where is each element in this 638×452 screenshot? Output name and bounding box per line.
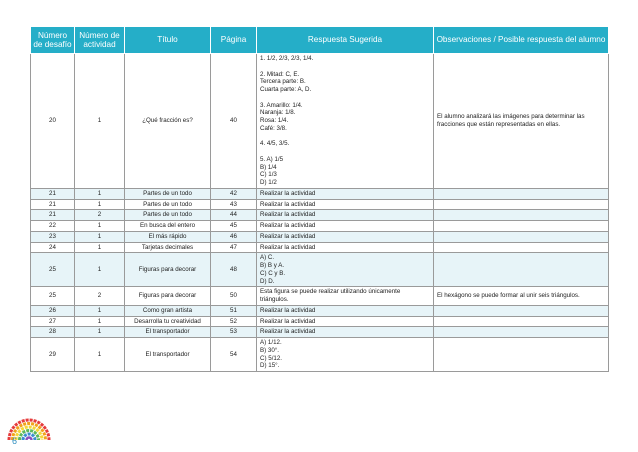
cell-numero-desafio: 21	[31, 188, 75, 199]
cell-numero-desafio: 27	[31, 316, 75, 327]
cell-pagina: 53	[211, 327, 257, 338]
cell-observaciones: El hexágono se puede formar al unir seis triángulos.	[434, 287, 609, 306]
table-row	[31, 305, 609, 316]
cell-numero-actividad: 1	[75, 327, 125, 338]
table-row	[31, 338, 609, 372]
cell-pagina: 45	[211, 221, 257, 232]
cell-titulo: Partes de un todo	[125, 210, 211, 221]
cell-respuesta-sugerida: Realizar la actividad	[257, 210, 434, 221]
cell-numero-actividad: 1	[75, 54, 125, 189]
cell-titulo: ¿Qué fracción es?	[125, 54, 211, 189]
header-respuesta-sugerida: Respuesta Sugerida	[257, 27, 434, 54]
cell-respuesta-sugerida: Realizar la actividad	[257, 221, 434, 232]
cell-titulo: Partes de un todo	[125, 199, 211, 210]
cell-respuesta-sugerida: Esta figura se puede realizar utilizando únicamente triángulos.	[257, 287, 434, 306]
cell-numero-actividad: 2	[75, 287, 125, 306]
cell-titulo: El más rápido	[125, 231, 211, 242]
cell-titulo: El transportador	[125, 327, 211, 338]
table-row	[31, 327, 609, 338]
cell-observaciones	[434, 338, 609, 372]
cell-pagina: 48	[211, 253, 257, 287]
cell-numero-desafio: 20	[31, 54, 75, 189]
cell-respuesta-sugerida: Realizar la actividad	[257, 242, 434, 253]
cell-respuesta-sugerida: Realizar la actividad	[257, 231, 434, 242]
cell-observaciones	[434, 199, 609, 210]
cell-pagina: 42	[211, 188, 257, 199]
cell-pagina: 50	[211, 287, 257, 306]
cell-titulo: El transportador	[125, 338, 211, 372]
header-numero-actividad: Número de actividad	[75, 27, 125, 54]
cell-numero-actividad: 1	[75, 305, 125, 316]
cell-titulo: Partes de un todo	[125, 188, 211, 199]
table-body	[31, 54, 609, 372]
cell-respuesta-sugerida: Realizar la actividad	[257, 199, 434, 210]
cell-observaciones	[434, 188, 609, 199]
cell-respuesta-sugerida: 1. 1/2, 2/3, 2/3, 1/4. 2. Mitad: C, E. Tercera parte: B. Cuarta parte: A, D. 3. Amarillo: 1/4. Naranja: 1/8. Rosa: 1/4. Café: 3/8. 4. 4/5, 3/5. 5. A) 1/5 B) 1/4 C) 1/3 D) 1/2	[257, 54, 434, 189]
cell-respuesta-sugerida: Realizar la actividad	[257, 188, 434, 199]
cell-observaciones: El alumno analizará las imágenes para determinar las fracciones que están representadas en ellas.	[434, 54, 609, 189]
cell-respuesta-sugerida: Realizar la actividad	[257, 305, 434, 316]
cell-observaciones	[434, 231, 609, 242]
table-row	[31, 54, 609, 189]
cell-numero-actividad: 1	[75, 221, 125, 232]
cell-observaciones	[434, 316, 609, 327]
table-row	[31, 210, 609, 221]
cell-numero-actividad: 1	[75, 253, 125, 287]
header-row	[31, 27, 609, 54]
table-row	[31, 221, 609, 232]
cell-pagina: 47	[211, 242, 257, 253]
cell-titulo: Como gran artista	[125, 305, 211, 316]
cell-pagina: 43	[211, 199, 257, 210]
cell-pagina: 44	[211, 210, 257, 221]
table-row	[31, 188, 609, 199]
cell-pagina: 51	[211, 305, 257, 316]
header-numero-desafio: Número de desafío	[31, 27, 75, 54]
cell-titulo: Tarjetas decimales	[125, 242, 211, 253]
answers-table	[30, 26, 609, 372]
cell-numero-actividad: 1	[75, 242, 125, 253]
cell-numero-actividad: 1	[75, 316, 125, 327]
cell-titulo: Figuras para decorar	[125, 287, 211, 306]
cell-numero-desafio: 28	[31, 327, 75, 338]
table-row	[31, 253, 609, 287]
cell-pagina: 46	[211, 231, 257, 242]
cell-numero-desafio: 22	[31, 221, 75, 232]
cell-numero-actividad: 1	[75, 199, 125, 210]
cell-observaciones	[434, 242, 609, 253]
cell-titulo: Desarrolla tu creatividad	[125, 316, 211, 327]
table-row	[31, 287, 609, 306]
cell-respuesta-sugerida: A) C. B) B y A. C) C y B. D) D.	[257, 253, 434, 287]
cell-numero-actividad: 1	[75, 188, 125, 199]
cell-respuesta-sugerida: Realizar la actividad	[257, 327, 434, 338]
table-row	[31, 316, 609, 327]
header-titulo: Título	[125, 27, 211, 54]
cell-numero-desafio: 29	[31, 338, 75, 372]
cell-numero-desafio: 21	[31, 210, 75, 221]
cell-numero-desafio: 23	[31, 231, 75, 242]
header-observaciones: Observaciones / Posible respuesta del alumno	[434, 27, 609, 54]
cell-respuesta-sugerida: A) 1/12. B) 30°. C) 5/12. D) 15°.	[257, 338, 434, 372]
header-pagina: Página	[211, 27, 257, 54]
cell-numero-actividad: 2	[75, 210, 125, 221]
table-row	[31, 242, 609, 253]
cell-numero-desafio: 24	[31, 242, 75, 253]
cell-numero-desafio: 25	[31, 287, 75, 306]
cell-pagina: 52	[211, 316, 257, 327]
cell-pagina: 54	[211, 338, 257, 372]
cell-observaciones	[434, 221, 609, 232]
cell-numero-desafio: 26	[31, 305, 75, 316]
cell-observaciones	[434, 305, 609, 316]
cell-numero-desafio: 21	[31, 199, 75, 210]
table-row	[31, 199, 609, 210]
cell-numero-actividad: 1	[75, 231, 125, 242]
page-number: 6	[12, 436, 18, 446]
cell-numero-desafio: 25	[31, 253, 75, 287]
cell-observaciones	[434, 210, 609, 221]
cell-pagina: 40	[211, 54, 257, 189]
cell-titulo: Figuras para decorar	[125, 253, 211, 287]
cell-observaciones	[434, 327, 609, 338]
cell-titulo: En busca del entero	[125, 221, 211, 232]
cell-respuesta-sugerida: Realizar la actividad	[257, 316, 434, 327]
cell-observaciones	[434, 253, 609, 287]
table-row	[31, 231, 609, 242]
cell-numero-actividad: 1	[75, 338, 125, 372]
